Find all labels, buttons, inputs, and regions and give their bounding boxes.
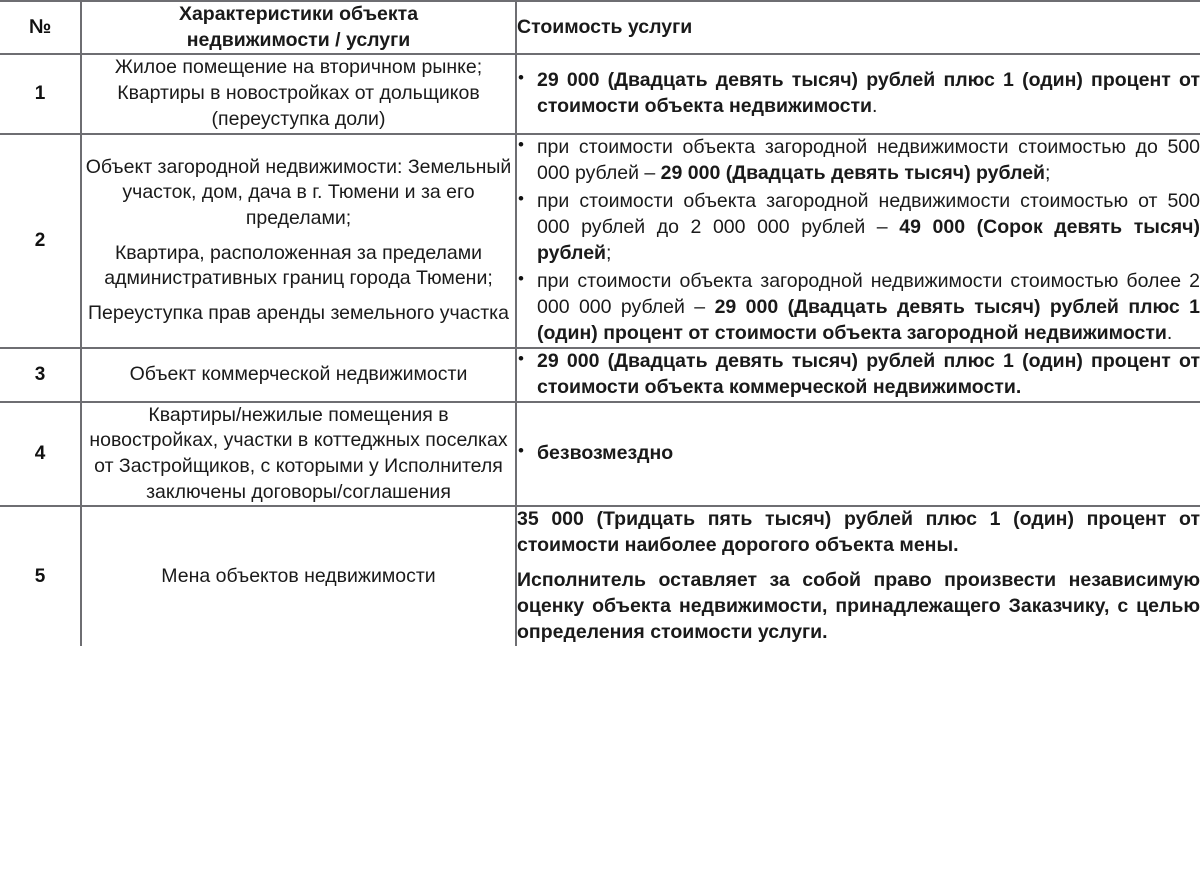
characteristics-paragraph: Квартиры в новостройках от дольщиков (переуступка доли) <box>117 82 480 130</box>
price-bullet-list <box>517 349 1200 401</box>
column-header-characteristics <box>81 1 516 54</box>
row-characteristics <box>81 506 516 645</box>
characteristics-paragraph: Объект коммерческой недвижимости <box>129 362 468 385</box>
row-price <box>516 506 1200 645</box>
price-bold-text: безвозмездно <box>537 442 674 465</box>
table-body <box>0 54 1200 645</box>
price-tail-text: ; <box>606 241 612 264</box>
row-characteristics <box>81 54 516 133</box>
characteristics-paragraph: Переуступка прав аренды земельного участка <box>88 301 509 324</box>
price-tail-text: . <box>872 95 878 118</box>
row-characteristics <box>81 402 516 507</box>
characteristics-paragraph: Объект загородной недвижимости: Земельный участок, дом, дача в г. Тюмени и за его пределами; <box>85 155 512 230</box>
price-tail-text: . <box>1166 321 1173 344</box>
row-number: 3 <box>0 348 81 402</box>
row-number: 1 <box>0 54 81 133</box>
price-bold-text: 29 000 (Двадцать девять тысяч) рублей <box>660 161 1046 184</box>
row-price <box>516 348 1200 402</box>
table-header-row <box>0 1 1200 54</box>
row-characteristics <box>81 134 516 348</box>
price-plain-text: при стоимости объекта загородной недвижимости стоимостью от 500 000 рублей до 2 000 000 рублей – <box>537 189 1200 238</box>
characteristics-paragraph: Квартира, расположенная за пределами административных границ города Тюмени; <box>104 241 493 290</box>
row-price <box>516 54 1200 133</box>
row-number: 2 <box>0 134 81 348</box>
price-bullet-item <box>517 441 1200 467</box>
table-row <box>0 402 1200 507</box>
price-bullet-item <box>517 269 1200 347</box>
price-bullet-list <box>517 441 1200 467</box>
price-plain-text: при стоимости объекта загородной недвижимости стоимостью более 2 000 000 рублей – <box>537 269 1200 318</box>
price-bullet-item <box>517 135 1200 187</box>
table-row <box>0 506 1200 645</box>
price-bullet-list <box>517 135 1200 347</box>
table-row <box>0 54 1200 133</box>
row-price <box>516 134 1200 348</box>
column-header-price: Стоимость услуги <box>516 1 1200 54</box>
row-number: 4 <box>0 402 81 507</box>
row-number: 5 <box>0 506 81 645</box>
price-bullet-item <box>517 349 1200 401</box>
price-bold-text: 49 000 (Сорок девять тысяч) рублей <box>537 215 1200 264</box>
row-price <box>516 402 1200 507</box>
table-header <box>0 1 1200 54</box>
price-plain-text: при стоимости объекта загородной недвижимости стоимостью до 500 000 рублей – <box>537 135 1200 184</box>
price-paragraph: 35 000 (Тридцать пять тысяч) рублей плюс 1 (один) процент от стоимости наиболее дорогого объекта мены. <box>517 508 1200 557</box>
price-tail-text: . <box>1015 375 1022 398</box>
price-bullet-item <box>517 189 1200 267</box>
column-header-number: № <box>0 1 81 54</box>
price-paragraph: Исполнитель оставляет за собой право произвести независимую оценку объекта недвижимости, принадлежащего Заказчику, с целью определения стоимости услуги. <box>517 569 1200 643</box>
row-characteristics <box>81 348 516 402</box>
price-bullet-list <box>517 68 1200 120</box>
characteristics-paragraph: Квартиры/нежилые помещения в новостройках, участки в коттеджных поселках от Застройщиков, с которыми у Исполнителя заключены договоры/соглашения <box>89 403 508 503</box>
table-row <box>0 348 1200 402</box>
price-bold-text: 29 000 (Двадцать девять тысяч) рублей плюс 1 (один) процент от стоимости объекта недвижимости <box>537 69 1200 118</box>
characteristics-paragraph: Жилое помещение на вторичном рынке; <box>114 56 483 79</box>
column-header-characteristics-line2: недвижимости / услуги <box>186 28 411 51</box>
column-header-characteristics-line1: Характеристики объекта <box>178 3 419 25</box>
price-tail-text: ; <box>1045 161 1051 184</box>
price-bullet-item <box>517 68 1200 120</box>
characteristics-paragraph: Мена объектов недвижимости <box>161 564 436 587</box>
price-bold-text: 29 000 (Двадцать девять тысяч) рублей плюс 1 (один) процент от стоимости объекта загородной недвижимости <box>537 295 1200 344</box>
price-bold-text: 29 000 (Двадцать девять тысяч) рублей плюс 1 (один) процент от стоимости объекта коммерческой недвижимости <box>537 349 1200 398</box>
table-row <box>0 134 1200 348</box>
